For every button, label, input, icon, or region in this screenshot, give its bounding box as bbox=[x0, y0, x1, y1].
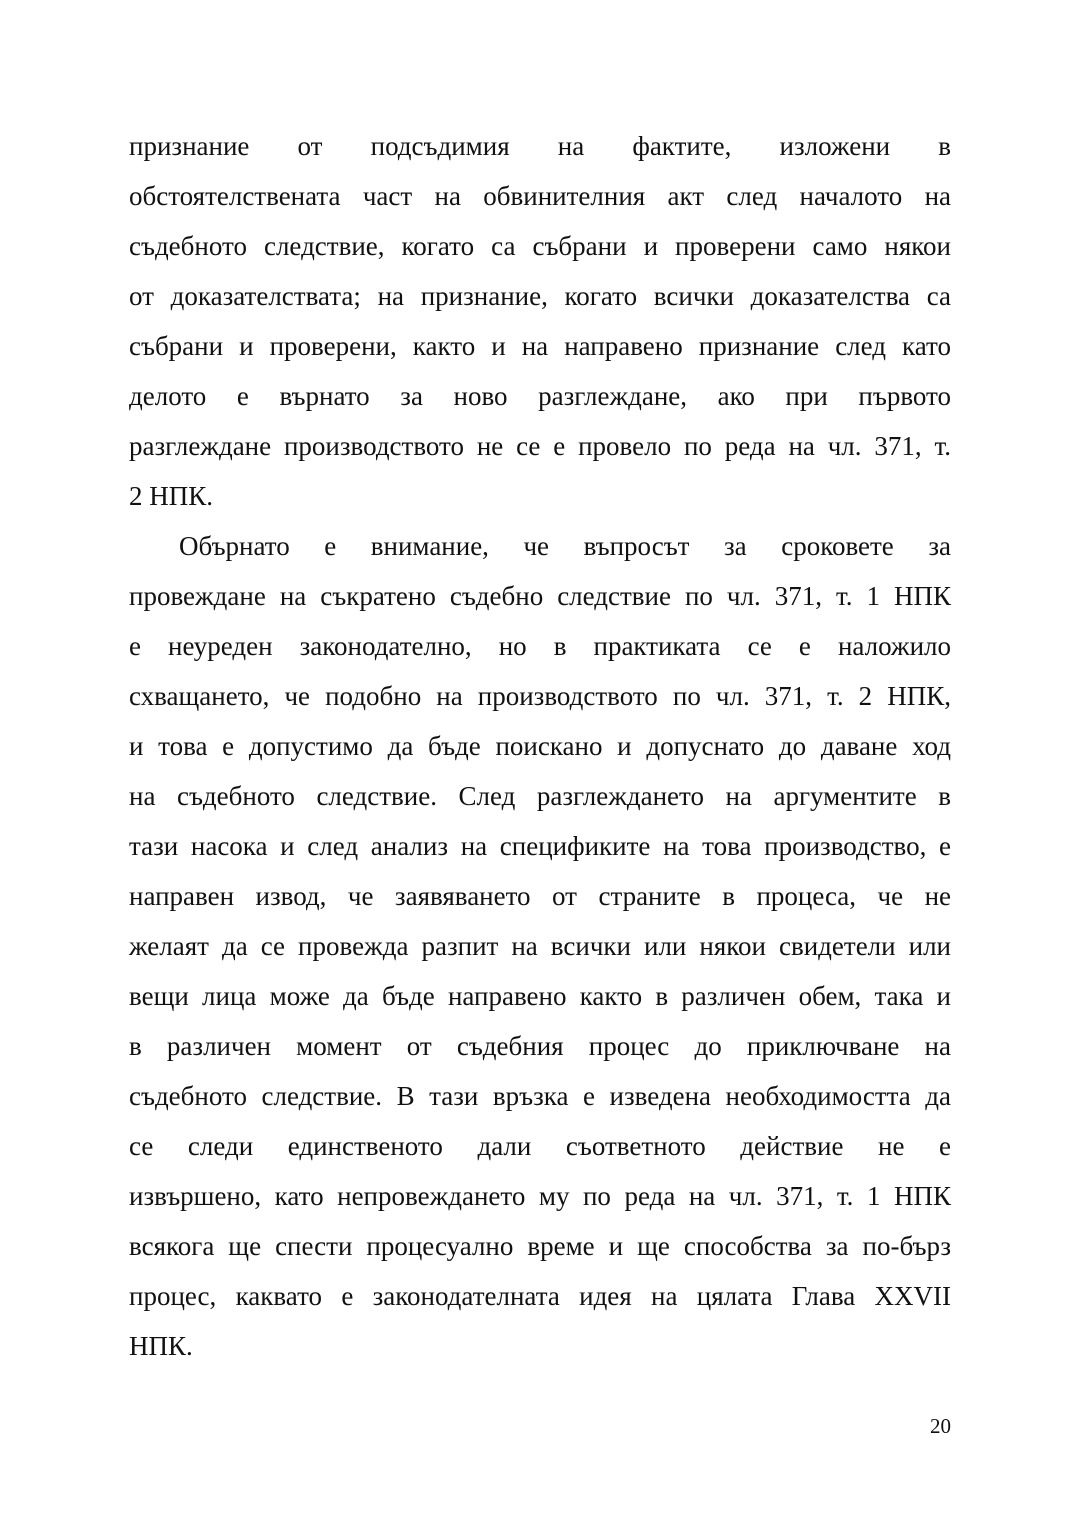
text-line: разглеждане производството не се е провело по реда на чл. 371, т. bbox=[129, 431, 951, 461]
text-line: тази насока и след анализ на спецификите на това производство, е bbox=[129, 831, 951, 861]
text-line: и това е допустимо да бъде поискано и допуснато до даване ход bbox=[129, 731, 951, 761]
text-line: направен извод, че заявяването от страните в процеса, че не bbox=[129, 881, 951, 911]
text-line: обстоятелствената част на обвинителния акт след началото на bbox=[129, 181, 951, 211]
text-line: от доказателствата; на признание, когато всички доказателства са bbox=[129, 281, 951, 311]
text-line: желаят да се провежда разпит на всички или някои свидетели или bbox=[129, 931, 951, 961]
text-line: съдебното следствие. В тази връзка е изведена необходимостта да bbox=[129, 1081, 951, 1111]
text-line: делото е върнато за ново разглеждане, ако при първото bbox=[129, 381, 951, 411]
text-line: събрани и проверени, както и на направено признание след като bbox=[129, 331, 951, 361]
text-line: Обърнато е внимание, че въпросът за сроковете за bbox=[179, 531, 951, 561]
text-line: извършено, като непровеждането му по реда на чл. 371, т. 1 НПК bbox=[129, 1181, 951, 1211]
text-line: 2 НПК. bbox=[129, 481, 214, 511]
page-number: 20 bbox=[930, 1414, 951, 1438]
text-line: вещи лица може да бъде направено както в различен обем, така и bbox=[129, 981, 951, 1011]
text-line: в различен момент от съдебния процес до приключване на bbox=[129, 1031, 951, 1061]
text-line: НПК. bbox=[129, 1331, 193, 1361]
text-line: провеждане на съкратено съдебно следствие по чл. 371, т. 1 НПК bbox=[129, 581, 951, 611]
text-line: съдебното следствие, когато са събрани и проверени само някои bbox=[129, 231, 951, 261]
text-line: процес, каквато е законодателната идея на цялата Глава XXVII bbox=[129, 1281, 951, 1311]
body-text bbox=[129, 121, 951, 1371]
text-line: всякога ще спести процесуално време и ще способства за по-бърз bbox=[129, 1231, 951, 1261]
text-line: на съдебното следствие. След разглеждането на аргументите в bbox=[129, 781, 951, 811]
text-line: схващането, че подобно на производството по чл. 371, т. 2 НПК, bbox=[129, 681, 951, 711]
text-line: е неуреден законодателно, но в практиката се е наложило bbox=[129, 631, 951, 661]
text-line: признание от подсъдимия на фактите, изложени в bbox=[129, 131, 951, 161]
paragraph-1 bbox=[129, 121, 951, 521]
paragraph-2 bbox=[129, 521, 951, 1371]
text-line: се следи единственото дали съответното действие не е bbox=[129, 1131, 951, 1161]
